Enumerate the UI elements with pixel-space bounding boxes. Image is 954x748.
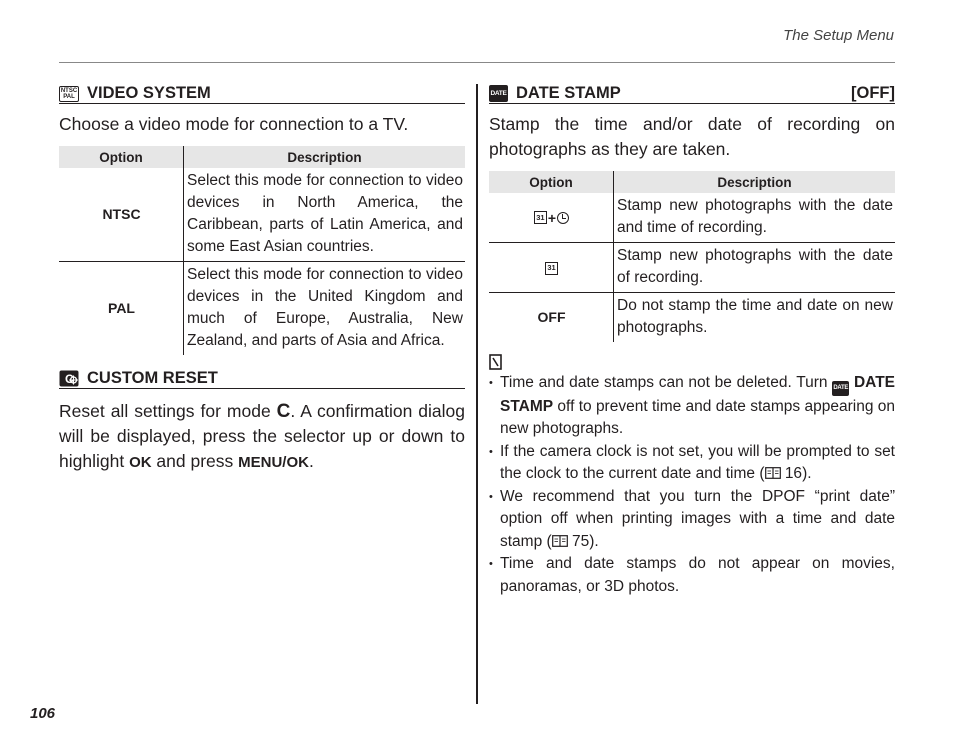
column-header-option: Option bbox=[489, 171, 614, 193]
table-row bbox=[489, 293, 895, 343]
video-system-table bbox=[59, 146, 465, 355]
book-icon bbox=[552, 535, 568, 547]
date-stamp-ref: DATE STAMP bbox=[500, 374, 895, 415]
date-stamp-heading bbox=[489, 84, 895, 104]
list-item: • Time and date stamps can not be deleted. Turn DATE DATE STAMP off to prevent time and date stamps appearing on new photographs. bbox=[489, 372, 895, 441]
mode-c: C bbox=[276, 401, 291, 422]
table-row bbox=[59, 168, 465, 262]
column-divider bbox=[476, 84, 478, 704]
option-description: Stamp new photographs with the date of recording. bbox=[614, 243, 896, 293]
running-header: The Setup Menu bbox=[783, 27, 894, 44]
left-column bbox=[59, 84, 465, 475]
column-header-option: Option bbox=[59, 146, 184, 168]
ntsc-pal-icon: NTSC PAL bbox=[60, 87, 78, 100]
option-date-and-time bbox=[489, 193, 614, 243]
table-row bbox=[489, 243, 895, 293]
list-item: • If the camera clock is not set, you will be prompted to set the clock to the current date and time ( 16). bbox=[489, 441, 895, 486]
menu-ok-label: MENU/OK bbox=[238, 454, 309, 471]
page-number: 106 bbox=[30, 705, 56, 722]
option-description: Stamp new photographs with the date and time of recording. bbox=[617, 197, 893, 236]
option-off: OFF bbox=[489, 293, 614, 343]
table-row bbox=[489, 193, 895, 243]
date-stamp-icon: DATE bbox=[832, 381, 849, 396]
column-header-description: Description bbox=[614, 171, 896, 193]
header-rule bbox=[59, 62, 895, 63]
table-row bbox=[59, 262, 465, 356]
clock-icon bbox=[557, 212, 569, 224]
option-ntsc: NTSC bbox=[59, 168, 184, 262]
notes-list bbox=[489, 372, 895, 598]
option-description: Do not stamp the time and date on new photographs. bbox=[614, 293, 896, 343]
video-system-intro: Choose a video mode for connection to a TV. bbox=[59, 114, 409, 134]
option-pal: PAL bbox=[59, 262, 184, 356]
list-item: • Time and date stamps do not appear on movies, panoramas, or 3D photos. bbox=[489, 553, 895, 598]
note-icon bbox=[489, 354, 895, 370]
calendar-icon: 31 bbox=[545, 262, 558, 275]
video-system-title: VIDEO SYSTEM bbox=[87, 84, 211, 102]
calendar-icon: 31 bbox=[534, 211, 547, 224]
date-stamp-icon: DATE bbox=[489, 85, 508, 102]
custom-reset-text: Reset all settings for mode C. A confirmation dialog will be displayed, press the selector up or down to highlight OK and press MENU/OK. bbox=[59, 401, 465, 471]
date-stamp-default: [OFF] bbox=[851, 84, 895, 102]
custom-reset-icon bbox=[59, 370, 79, 387]
column-header-description: Description bbox=[184, 146, 466, 168]
book-icon bbox=[765, 467, 781, 479]
custom-reset-heading bbox=[59, 369, 465, 389]
custom-reset-title: CUSTOM RESET bbox=[87, 369, 218, 387]
svg-text:C: C bbox=[65, 372, 74, 386]
date-stamp-title: DATE STAMP bbox=[516, 84, 621, 102]
plus-icon: + bbox=[547, 209, 557, 226]
date-stamp-intro: Stamp the time and/or date of recording on photographs as they are taken. bbox=[489, 114, 895, 159]
right-column bbox=[489, 84, 895, 598]
list-item: • We recommend that you turn the DPOF “print date” option off when printing images with a time and date stamp ( 75). bbox=[489, 486, 895, 554]
option-description: Select this mode for connection to video devices in North America, the Caribbean, parts of Latin America, and some East Asian countries. bbox=[187, 172, 463, 255]
video-system-heading bbox=[59, 84, 465, 104]
ok-label: OK bbox=[129, 454, 152, 471]
option-date bbox=[489, 243, 614, 293]
date-stamp-table bbox=[489, 171, 895, 342]
option-description: Select this mode for connection to video devices in the United Kingdom and much of Europe, Australia, New Zealand, and parts of Asia and Africa. bbox=[184, 262, 466, 356]
